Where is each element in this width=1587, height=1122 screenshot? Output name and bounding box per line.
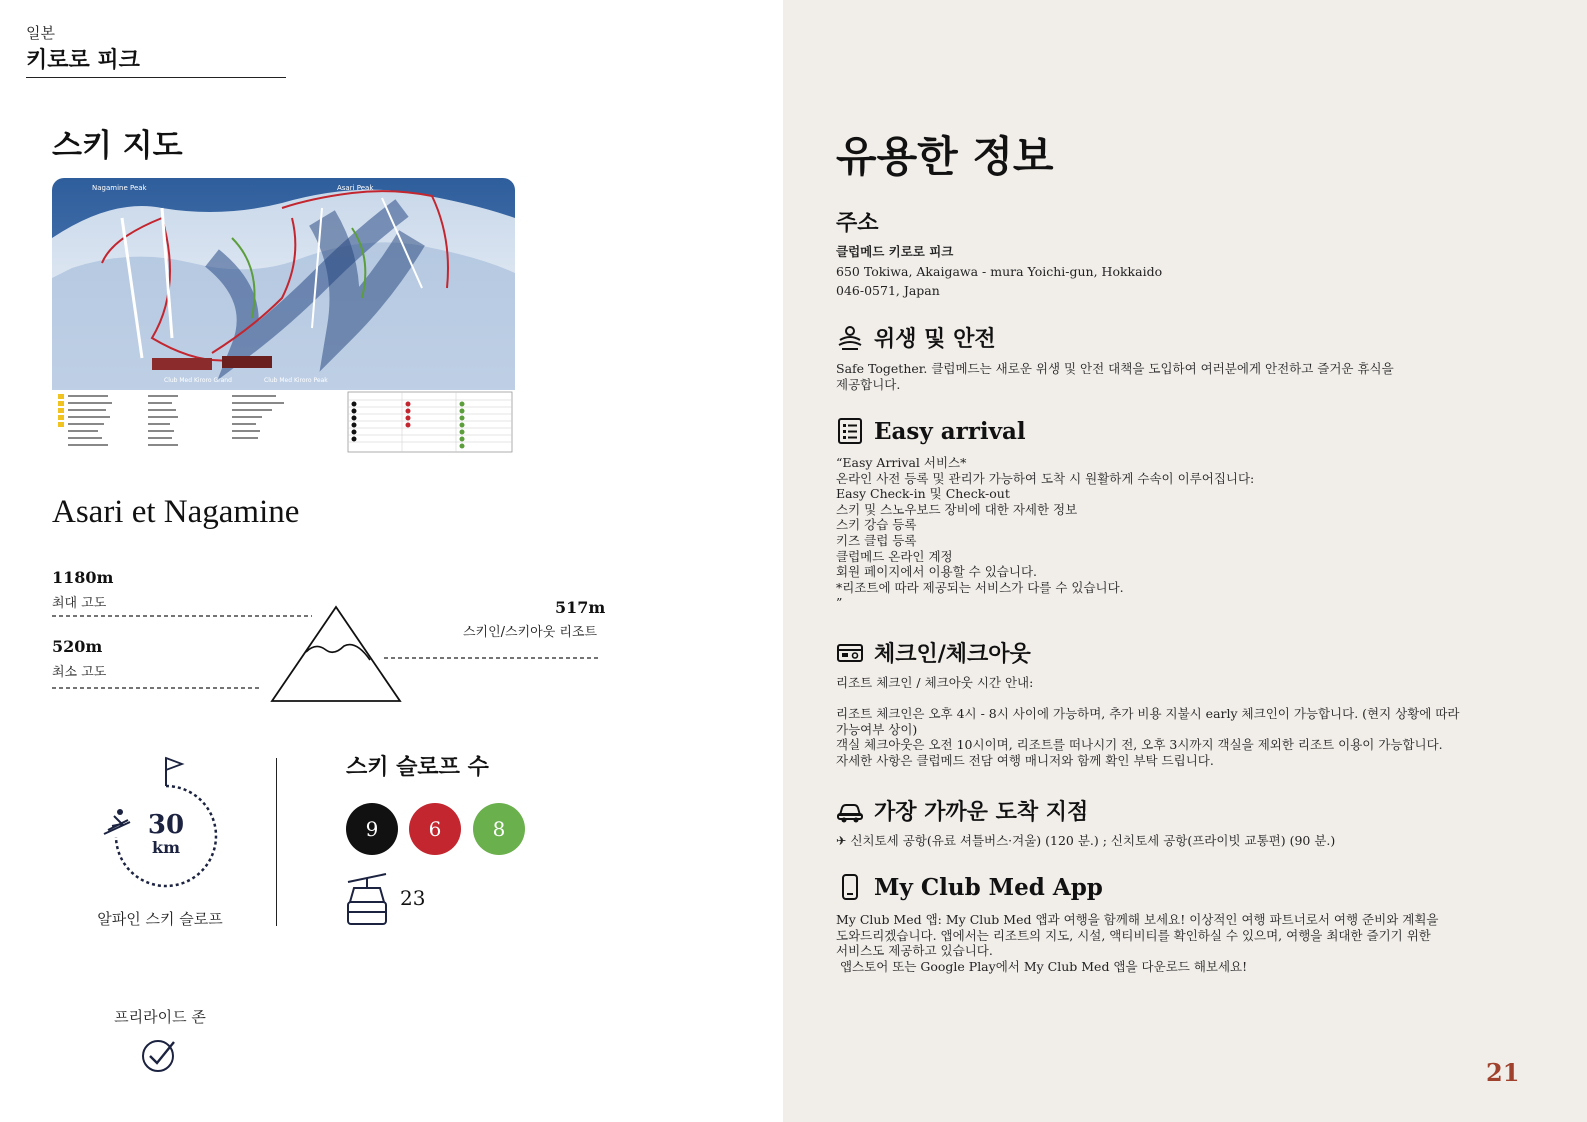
arrival-line: *리조트에 따라 제공되는 서비스가 다를 수 있습니다. [836, 579, 1124, 595]
map-label-asari: Asari Peak [337, 184, 374, 192]
arrival-line: 키즈 클럽 등록 [836, 532, 917, 548]
ski-map-image [52, 178, 515, 454]
resort-altitude-label: 스키인/스키아웃 리조트 [463, 625, 598, 640]
arrival-line: 회원 페이지에서 이용할 수 있습니다. [836, 564, 1037, 580]
arrival-line: “Easy Arrival 서비스* [836, 455, 967, 470]
page-number: 21 [1486, 1058, 1520, 1087]
arrival-line: ” [836, 595, 843, 611]
app-line: 앱스토어 또는 Google Play에서 My Club Med 앱을 다운로드 해보세요! [836, 958, 1248, 974]
resort-name: 키로로 피크 [26, 48, 140, 73]
alpine-slopes-label: 알파인 스키 슬로프 [97, 910, 223, 928]
safety-heading [836, 322, 996, 353]
country-label: 일본 [26, 24, 55, 42]
ski-map-title: 스키 지도 [52, 128, 183, 164]
arrival-line: 온라인 사전 등록 및 관리가 가능하여 도착 시 원활하게 수속이 이루어집니다: [836, 470, 1255, 486]
stats-divider [276, 758, 277, 926]
arrival-point-heading-text: 가장 가까운 도착 지점 [874, 800, 1089, 825]
map-label-grand: Club Med Kiroro Grand [164, 377, 232, 384]
max-altitude-label: 최대 고도 [52, 596, 107, 611]
ski-area-name: Asari et Nagamine [52, 494, 300, 530]
info-title: 유용한 정보 [836, 132, 1054, 181]
resort-altitude-value: 517m [555, 598, 606, 617]
safety-heading-text: 위생 및 안전 [874, 327, 996, 352]
app-line: 도와드리겠습니다. 앱에서는 리조트의 지도, 시설, 액티비티를 확인하실 수 있으며, 여행을 최대한 즐기기 위한 [836, 927, 1431, 943]
check-circle-icon [140, 1036, 178, 1074]
left-page [0, 0, 783, 1122]
checkin-line: 객실 체크아웃은 오전 10시이며, 리조트를 떠나시기 전, 오후 3시까지 객실을 제외한 리조트 이용이 가능합니다. [836, 737, 1443, 753]
checkin-line: 리조트 체크인은 오후 4시 - 8시 사이에 가능하며, 추가 비용 지불시 early 체크인이 가능합니다. (현지 상황에 따라 [836, 706, 1460, 722]
lift-count: 23 [400, 886, 426, 910]
app-line: My Club Med 앱: My Club Med 앱과 여행을 함께해 보세요! 이상적인 여행 파트너로서 여행 준비와 계획을 [836, 912, 1439, 927]
address-heading [836, 206, 879, 237]
address-line-1: 650 Tokiwa, Akaigawa - mura Yoichi-gun, Hokkaido [836, 263, 1163, 279]
map-label-nagamine: Nagamine Peak [92, 184, 147, 192]
address-line-2: 046-0571, Japan [836, 283, 940, 299]
checkin-line: 자세한 사항은 클럽메드 전담 여행 매니저와 함께 확인 부탁 드립니다. [836, 752, 1214, 768]
hygiene-icon [836, 324, 864, 352]
min-altitude-value: 520m [52, 637, 103, 656]
smartphone-icon [836, 873, 864, 901]
app-text [836, 912, 1496, 974]
safety-line-2: 제공합니다. [836, 376, 901, 392]
map-label-peak: Club Med Kiroro Peak [264, 377, 328, 384]
arrival-line: 스키 및 스노우보드 장비에 대한 자세한 정보 [836, 501, 1078, 517]
arrival-line: 클럽메드 온라인 계정 [836, 548, 953, 564]
mountain-icon [272, 607, 400, 701]
flag-icon [166, 758, 182, 786]
checkin-line: 가능여부 상이) [836, 721, 918, 737]
skier-icon [104, 809, 130, 834]
checkin-heading-text: 체크인/체크아웃 [874, 642, 1031, 667]
address-block [836, 244, 1496, 299]
arrival-heading [836, 417, 1026, 445]
arrival-point-text: ✈ 신치토세 공항(유료 셔틀버스·겨울) (120 분.) ; 신치토세 공항(프라이빗 교통편) (90 분.) [836, 833, 1336, 848]
max-altitude-value: 1180m [52, 568, 114, 587]
altitude-diagram [0, 600, 620, 710]
checkin-line [836, 691, 1496, 707]
green-slope-count: 8 [473, 803, 525, 855]
arrival-heading-text: Easy arrival [874, 417, 1026, 445]
key-card-icon [836, 639, 864, 667]
checklist-icon [836, 417, 864, 445]
car-icon [836, 797, 864, 825]
safety-text [836, 361, 1496, 392]
slope-km-unit: km [151, 838, 180, 857]
header-divider [26, 77, 286, 78]
freeride-label: 프리라이드 존 [114, 1008, 206, 1026]
arrival-line: 스키 강습 등록 [836, 517, 917, 533]
min-altitude-label: 최소 고도 [52, 665, 107, 680]
checkin-line: 리조트 체크인 / 체크아웃 시간 안내: [836, 675, 1034, 690]
slope-count-title: 스키 슬로프 수 [346, 755, 489, 780]
checkin-text [836, 675, 1496, 769]
app-heading [836, 873, 1103, 901]
checkin-heading [836, 637, 1031, 668]
slope-km-value: 30 [147, 810, 185, 840]
red-slope-count: 6 [409, 803, 461, 855]
black-slope-count: 9 [346, 803, 398, 855]
address-name: 클럽메드 키로로 피크 [836, 244, 954, 259]
gondola-icon [344, 872, 390, 928]
safety-line-1: Safe Together. 클럽메드는 새로운 위생 및 안전 대책을 도입하여 여러분에게 안전하고 즐거운 휴식을 [836, 361, 1394, 376]
address-heading-text: 주소 [836, 211, 879, 236]
app-line: 서비스도 제공하고 있습니다. [836, 943, 993, 959]
arrival-text [836, 455, 1496, 611]
app-heading-text: My Club Med App [874, 873, 1103, 901]
arrival-point-heading [836, 795, 1088, 826]
arrival-line: Easy Check-in 및 Check-out [836, 486, 1010, 502]
